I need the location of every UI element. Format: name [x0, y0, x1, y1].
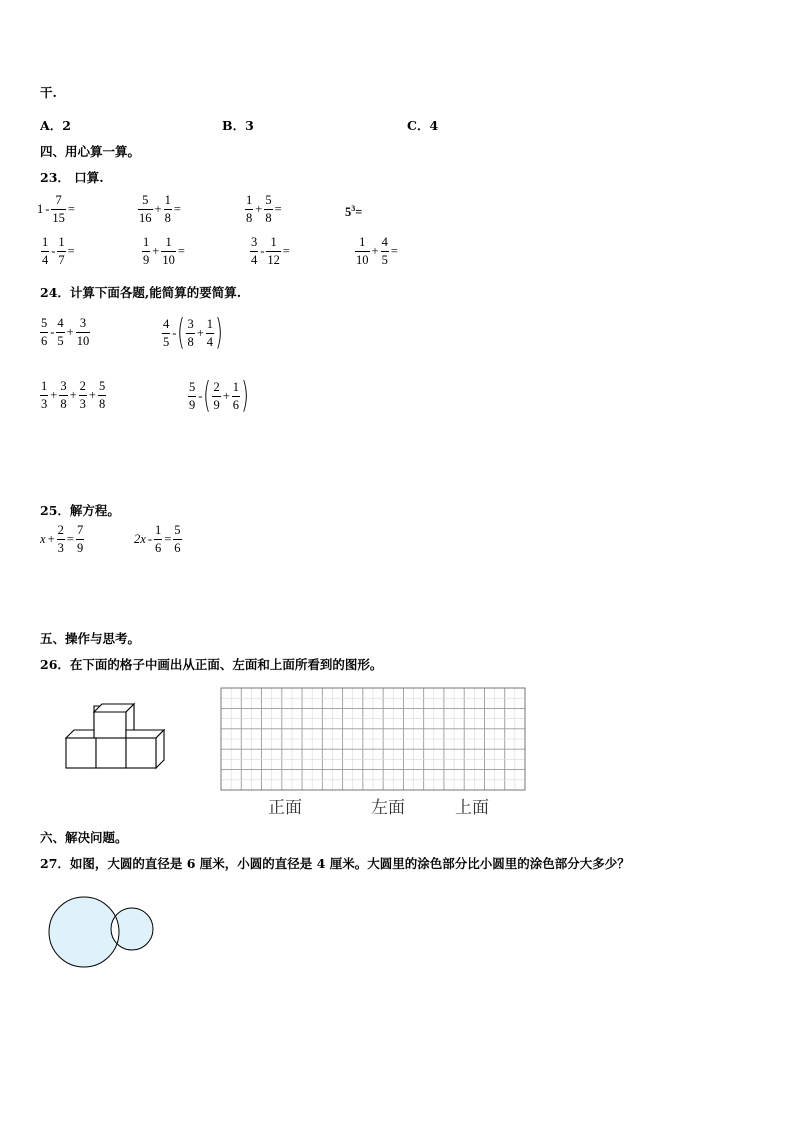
question-23-title: 23． 口算.: [40, 170, 104, 185]
option-a: A．2: [40, 118, 71, 133]
fraction: $\frac{5}{9}$: [189, 380, 196, 412]
question-24-title: 24．计算下面各题,能简算的要简算.: [40, 285, 242, 300]
fraction: $\frac{3}{8}$: [187, 317, 194, 349]
fraction: $\frac{1}{10}$: [162, 235, 175, 267]
operator: +: [66, 324, 74, 339]
section-heading-5: 五、操作与思考。: [40, 631, 141, 646]
fraction: $\frac{1}{9}$: [143, 235, 150, 267]
fraction: $\frac{5}{16}$: [139, 193, 152, 225]
operator: -: [198, 388, 203, 403]
fraction: $\frac{7}{9}$: [76, 523, 84, 555]
grid-label-left: 左面: [371, 798, 405, 818]
cube-stack-figure: [60, 700, 170, 772]
calc-expr-4: [187, 375, 249, 416]
fraction: $\frac{2}{3}$: [57, 523, 64, 555]
operator: +: [255, 201, 263, 216]
fraction: $\frac{5}{6}$: [174, 523, 181, 555]
oral-calc-6: [249, 236, 291, 266]
fraction: $\frac{1}{6}$: [154, 523, 162, 555]
fraction: $\frac{4}{5}$: [163, 317, 170, 349]
fraction: $\frac{1}{4}$: [42, 235, 49, 267]
operator: -: [45, 201, 50, 216]
variable: 2x: [134, 531, 146, 546]
section-heading-6: 六、解决问题。: [40, 830, 128, 845]
fraction: $\frac{3}{8}$: [60, 379, 67, 411]
question-27-title: 27．如图，大圆的直径是 6 厘米，小圆的直径是 4 厘米。大圆里的涂色部分比小圆里的涂色部分大多少？: [40, 856, 630, 871]
operator: +: [154, 201, 162, 216]
oral-calc-4: [40, 236, 76, 266]
fraction: $\frac{1}{7}$: [58, 235, 65, 267]
fraction: $\frac{3}{10}$: [76, 316, 90, 348]
operator: =: [177, 243, 185, 258]
oral-calc-5: [141, 236, 186, 266]
calc-expr-3: [39, 380, 107, 410]
operator: +: [50, 387, 58, 402]
operator: +: [196, 325, 204, 340]
fraction: $\frac{1}{3}$: [41, 379, 48, 411]
equation-1: [39, 524, 85, 554]
parenthesis: ): [215, 312, 223, 353]
oral-calc-power: $5^3=$: [345, 204, 363, 220]
parenthesis: ): [241, 375, 249, 416]
operator: -: [172, 325, 177, 340]
grid-label-top: 上面: [455, 798, 489, 818]
previous-question-tail: 干.: [40, 85, 57, 100]
oral-calc-7: [354, 236, 399, 266]
operator: =: [282, 243, 290, 258]
drawing-grid[interactable]: [219, 686, 527, 792]
operator: 1: [37, 201, 44, 216]
parenthesis: (: [177, 312, 186, 353]
fraction: $\frac{1}{8}$: [246, 193, 253, 225]
fraction: $\frac{1}{6}$: [232, 380, 240, 412]
fraction: $\frac{2}{3}$: [79, 379, 86, 411]
calc-expr-2: [161, 312, 223, 353]
fraction: $\frac{1}{10}$: [356, 235, 369, 267]
question-25-title: 25．解方程。: [40, 503, 120, 518]
operator: -: [260, 243, 265, 258]
grid-label-front: 正面: [268, 798, 302, 818]
operator: =: [164, 531, 172, 546]
section-heading-4: 四、用心算一算。: [40, 144, 141, 159]
fraction: $\frac{1}{8}$: [164, 193, 171, 225]
fraction: $\frac{4}{5}$: [57, 316, 64, 348]
oral-calc-3: [244, 194, 283, 224]
fraction: $\frac{2}{9}$: [213, 380, 220, 412]
fraction: $\frac{5}{8}$: [98, 379, 106, 411]
variable: x: [40, 531, 46, 546]
equation-2: [133, 524, 183, 554]
parenthesis: (: [203, 375, 212, 416]
fraction: $\frac{5}{6}$: [41, 316, 48, 348]
calc-expr-1: [39, 317, 91, 347]
operator: -: [51, 243, 56, 258]
option-c: C．4: [407, 118, 439, 133]
oral-calc-2: [137, 194, 182, 224]
operator: =: [274, 201, 282, 216]
operator: +: [47, 531, 55, 546]
overlapping-circles-figure: [44, 892, 160, 972]
operator: +: [222, 388, 230, 403]
question-26-title: 26．在下面的格子中画出从正面、左面和上面所看到的图形。: [40, 657, 383, 672]
operator: =: [390, 243, 398, 258]
operator: +: [371, 243, 379, 258]
fraction: $\frac{7}{15}$: [52, 193, 65, 225]
option-b: B．3: [222, 118, 254, 133]
fraction: $\frac{4}{5}$: [381, 235, 388, 267]
oral-calc-1: [36, 194, 76, 224]
operator: -: [50, 324, 55, 339]
operator: +: [88, 387, 96, 402]
operator: +: [152, 243, 160, 258]
fraction: $\frac{5}{8}$: [265, 193, 272, 225]
operator: =: [66, 531, 74, 546]
operator: =: [67, 201, 75, 216]
fraction: $\frac{1}{4}$: [206, 317, 214, 349]
fraction: $\frac{1}{12}$: [267, 235, 280, 267]
fraction: $\frac{3}{4}$: [251, 235, 258, 267]
operator: -: [147, 531, 152, 546]
operator: =: [67, 243, 75, 258]
operator: +: [69, 387, 77, 402]
operator: =: [173, 201, 181, 216]
